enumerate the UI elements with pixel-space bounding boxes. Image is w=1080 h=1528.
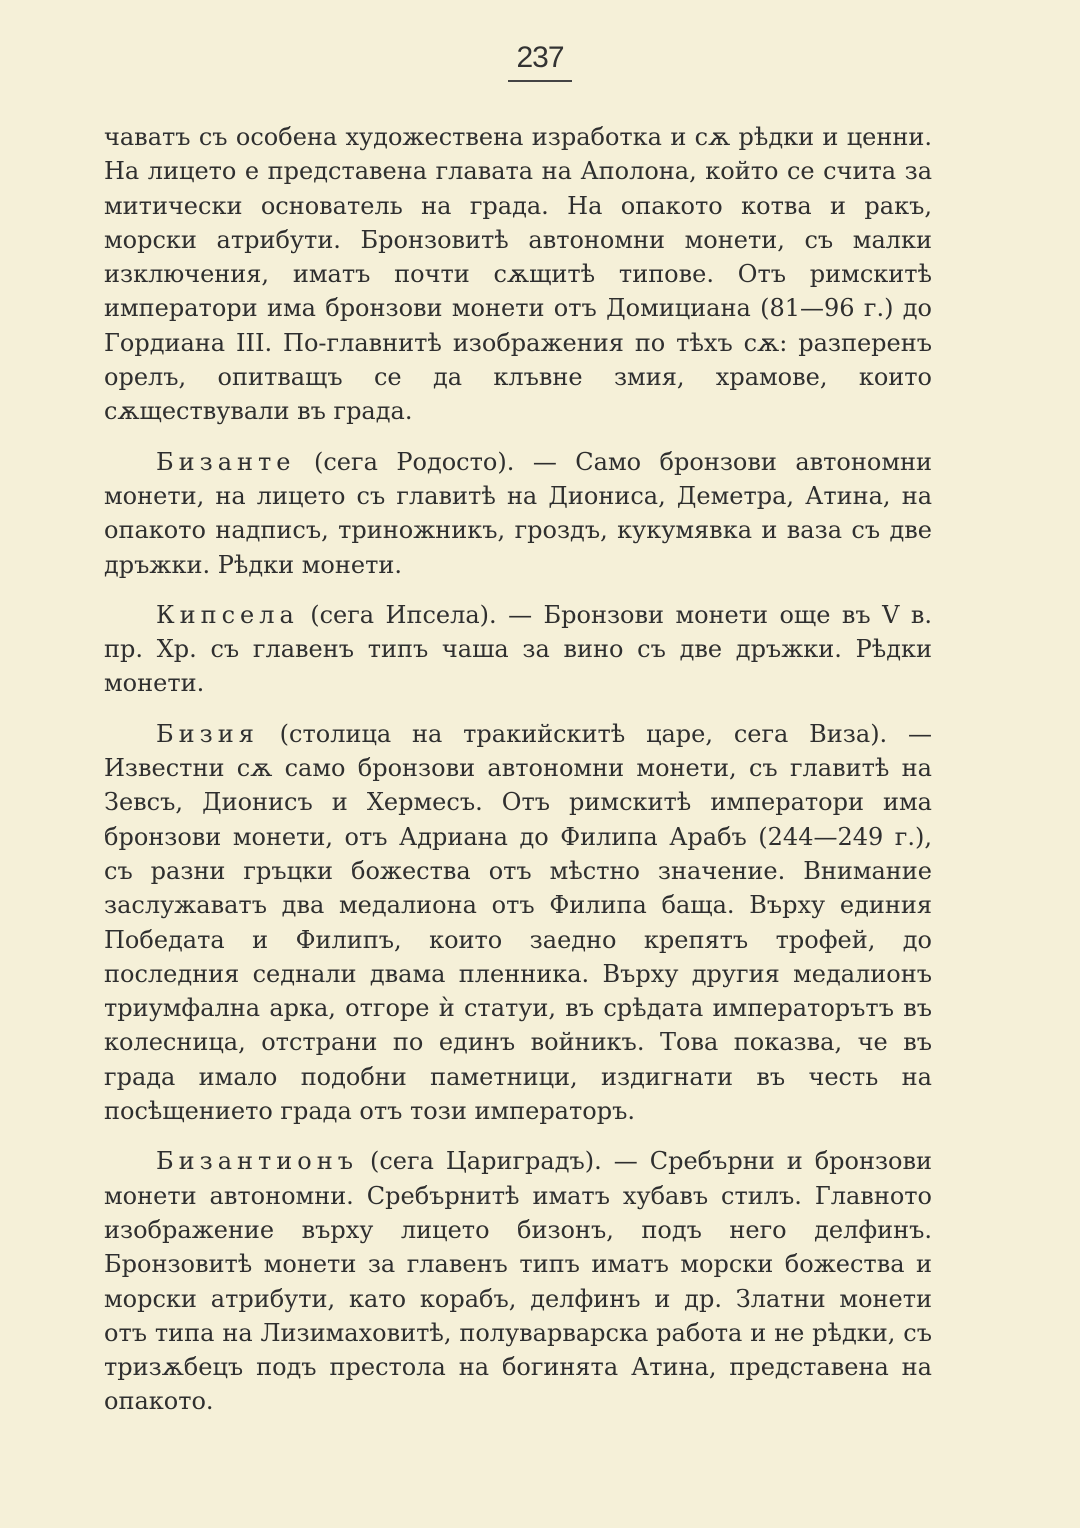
page-number: 237 [508, 40, 571, 82]
paragraph [104, 598, 932, 701]
paragraph [104, 1144, 932, 1418]
entry-heading: Бизантионъ [156, 1147, 359, 1176]
paragraph [104, 445, 932, 582]
paragraph [104, 717, 932, 1129]
page-body [104, 120, 932, 1419]
paragraph-body: чаватъ съ особена художествена изработка и сѫ рѣдки и ценни. На лицето е представена главата на Аполона, който се счита за митически основатель на града. На опакото котва и ракъ, морски атрибути. Бронзовитѣ автономни монети, съ малки изключения, иматъ почти сѫщитѣ типове. Отъ римскитѣ императори има бронзови монети отъ Домициана (81—96 г.) до Гордиана III. По-главнитѣ изображения по тѣхъ сѫ: разперенъ орелъ, опитващъ се да клъвне змия, храмове, които сѫществували въ града. [104, 123, 932, 426]
page-header [148, 40, 932, 82]
entry-heading: Кипсела [156, 600, 299, 629]
paragraph-body: (столица на тракийскитѣ царе, сега Виза). — Известни сѫ само бронзови автономни монети, съ главитѣ на Зевсъ, Дионисъ и Хермесъ. Отъ римскитѣ императори има бронзови монети, отъ Адриана до Филипа Арабъ (244—249 г.), съ разни гръцки божества отъ мѣстно значение. Внимание заслужаватъ два медалиона отъ Филипа баща. Върху единия Победата и Филипъ, които заедно крепятъ трофей, до последния седнали двама пленника. Върху другия медалионъ триумфална арка, отгоре ѝ статуи, въ срѣдата императорътъ въ колесница, отстрани по единъ войникъ. Това показва, че въ града имало подобни паметници, издигнати въ честь на посѣщението града отъ този императоръ. [104, 719, 932, 1126]
entry-heading: Бизанте [156, 447, 296, 476]
paragraph-body: (сега Родосто). — Само бронзови автономни монети, на лицето съ главитѣ на Диониса, Деметра, Атина, на опакото надписъ, триножникъ, гроздъ, кукумявка и ваза съ две дръжки. Рѣдки монети. [104, 447, 932, 579]
entry-heading: Бизия [156, 719, 259, 748]
paragraph-body: (сега Ипсела). — Бронзови монети още въ V в. пр. Хр. съ главенъ типъ чаша за вино съ две дръжки. Рѣдки монети. [104, 600, 932, 698]
paragraph [104, 120, 932, 429]
paragraph-body: (сега Цариградъ). — Сребърни и бронзови монети автономни. Сребърнитѣ иматъ хубавъ стилъ. Главното изображение върху лицето бизонъ, подъ него делфинъ. Бронзовитѣ монети за главенъ типъ иматъ морски божества и морски атрибути, като корабъ, делфинъ и др. Златни монети отъ типа на Лизимаховитѣ, полуварварска работа и не рѣдки, съ тризѫбецъ подъ престола на богинята Атина, представена на опакото. [104, 1147, 932, 1416]
